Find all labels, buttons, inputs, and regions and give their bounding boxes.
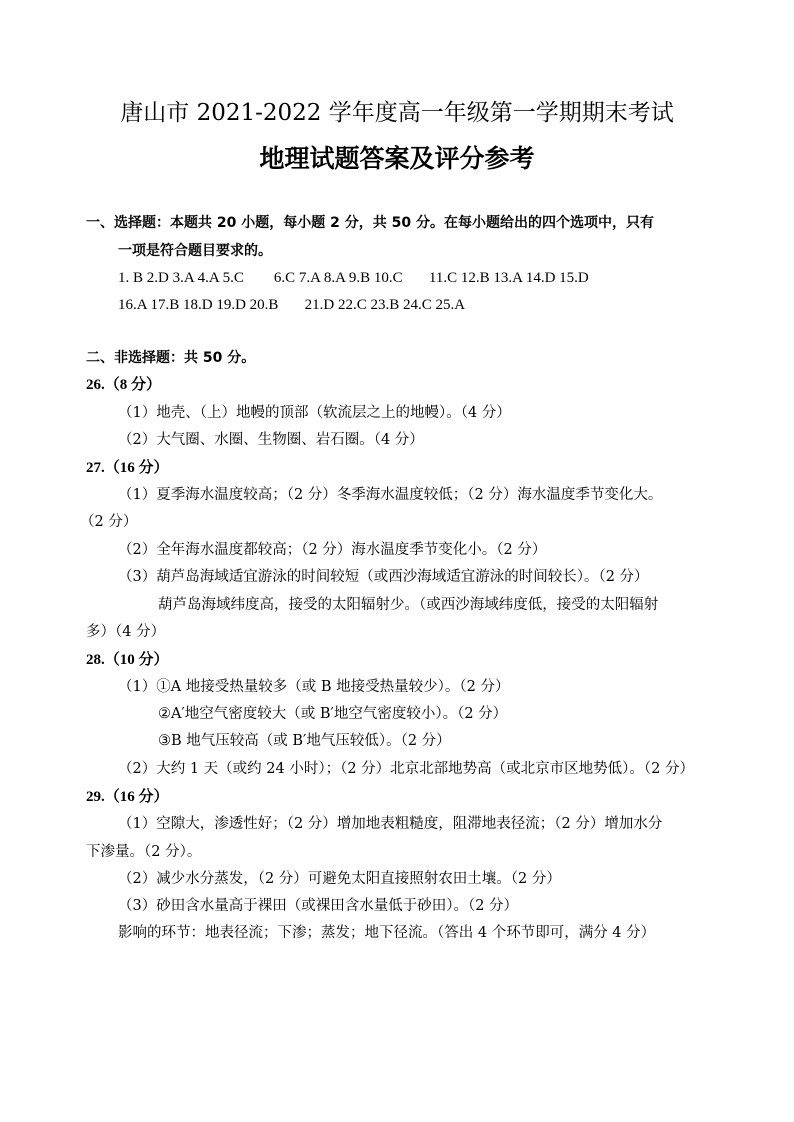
q29-answer-4: 影响的环节：地表径流；下渗；蒸发；地下径流。（答出 4 个环节即可，满分 4 分） (118, 925, 656, 941)
answers-row-2: 16.A 17.B 18.D 19.D 20.B 21.D 22.C 23.B 24.C 25.A (118, 297, 466, 313)
answers-row-1: 1. B 2.D 3.A 4.A 5.C 6.C 7.A 8.A 9.B 10.C 11.C 12.B 13.A 14.D 15.D (118, 270, 589, 286)
q26-answer-2: （2）大气圈、水圈、生物圈、岩石圈。（4 分） (118, 432, 424, 448)
q27-answer-2: （2）全年海水温度都较高；（2 分）海水温度季节变化小。（2 分） (118, 542, 547, 558)
part1-heading-line2: 一项是符合题目要求的。 (118, 243, 272, 259)
q27-answer-3-line2: 葫芦岛海域纬度高，接受的太阳辐射少。（或西沙海域纬度低，接受的太阳辐射 (158, 597, 659, 613)
q26-label: 26.（8 分） (86, 377, 162, 393)
q27-answer-1-line1: （1）夏季海水温度较高；（2 分）冬季海水温度较低；（2 分）海水温度季节变化大。 (118, 487, 663, 503)
q28-answer-1-line2: ②A′地空气密度较大（或 B′地空气密度较小）。（2 分） (158, 706, 508, 722)
part2-heading: 二、非选择题：共 50 分。 (86, 350, 256, 366)
q28-label: 28.（10 分） (86, 652, 169, 668)
q26-answer-1: （1）地壳、（上）地幔的顶部（软流层之上的地幔）。（4 分） (118, 405, 511, 421)
page-subtitle: 地理试题答案及评分参考 (259, 144, 535, 173)
q29-label: 29.（16 分） (86, 789, 169, 805)
q27-answer-3-line1: （3）葫芦岛海域适宜游泳的时间较短（或西沙海域适宜游泳的时间较长）。（2 分） (118, 569, 649, 585)
q29-answer-1-line2: 下渗量。（2 分）。 (86, 844, 202, 860)
q29-answer-3: （3）砂田含水量高于裸田（或裸田含水量低于砂田）。（2 分） (118, 898, 519, 914)
q29-answer-1-line1: （1）空隙大，渗透性好；（2 分）增加地表粗糙度，阻滞地表径流；（2 分）增加水分 (118, 816, 663, 832)
q28-answer-2: （2）大约 1 天（或约 24 小时）；（2 分）北京北部地势高（或北京市区地势低）。（2 分） (118, 761, 695, 777)
q29-answer-2: （2）减少水分蒸发，（2 分）可避免太阳直接照射农田土壤。（2 分） (118, 871, 561, 887)
part1-heading-line1: 一、选择题：本题共 20 小题，每小题 2 分，共 50 分。在每小题给出的四个选项中，只有 (86, 215, 654, 231)
q27-answer-3-line3: 多）（4 分） (86, 624, 166, 640)
q27-label: 27.（16 分） (86, 460, 169, 476)
q27-answer-1-line2: （2 分） (80, 514, 138, 530)
page-title: 唐山市 2021-2022 学年度高一年级第一学期期末考试 (120, 100, 674, 126)
q28-answer-1-line1: （1）①A 地接受热量较多（或 B 地接受热量较少）。（2 分） (118, 679, 510, 695)
q28-answer-1-line3: ③B 地气压较高（或 B′地气压较低）。（2 分） (158, 733, 451, 749)
